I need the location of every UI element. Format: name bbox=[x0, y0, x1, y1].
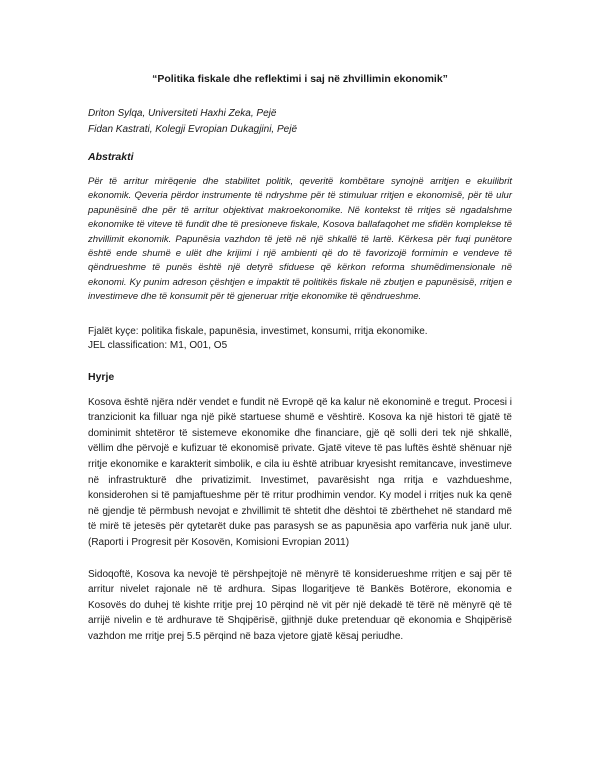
author-2: Fidan Kastrati, Kolegji Evropian Dukagjini, Pejë bbox=[88, 124, 297, 135]
keywords-line: Fjalët kyçe: politika fiskale, papunësia, investimet, konsumi, rritja ekonomike. bbox=[88, 325, 428, 337]
paper-title: “Politika fiskale dhe reflektimi i saj në zhvillimin ekonomik” bbox=[152, 73, 448, 85]
abstract-text: Për të arritur mirëqenie dhe stabilitet politik, qeveritë kombëtare synojnë arritjen e ekuilibrit ekonomik. Qeveria përdor instrumente të ndryshme për të stimuluar rritjen e ekonomisë, për të ulur papunësinë dhe për të arritur objektivat makroekonomike. Në kontekst të rritjes së ngadalshme ekonomike të viteve të fundit dhe të presioneve fiskale, Kosova ballafaqohet me sfidën komplekse të zhvillimit ekonomik. Papunësia vazhdon të jetë në një shkallë të lartë. Kërkesa për fuqi punëtore është ende shumë e ulët dhe krijimi i një ambienti që do të favorizojë formimin e vendeve të qëndrueshme të punës është një detyrë sfiduese që kërkon reforma shumëdimensionale në ekonomi. Ky punim adreson çështjen e impaktit të politikës fiskale në zbutjen e papunësisë, rritjen e investimeve dhe të konsumit për të gjeneruar rritje ekonomike të qëndrueshme. bbox=[88, 176, 512, 303]
intro-heading: Hyrje bbox=[88, 370, 115, 383]
paper-page bbox=[88, 72, 512, 661]
keywords-block bbox=[88, 325, 512, 353]
author-1: Driton Sylqa, Universiteti Haxhi Zeka, Pejë bbox=[88, 108, 277, 119]
author-list bbox=[88, 106, 512, 138]
intro-paragraph-1: Kosova është njëra ndër vendet e fundit në Evropë që ka kalur në ekonominë e tregut. Procesi i tranzicionit ka filluar nga një pikë startuese shumë e vështirë. Kosova ka një histori të gjatë të dominimit shtetëror të sistemeve ekonomike dhe financiare, gjë që solli deri tek një shkallë, vëllim dhe përvojë e kufizuar të ekonomisë private. Gjatë viteve të pas luftës është shënuar një rritje ekonomike e karakterit simbolik, e cila iu është atribuar kryesisht remitancave, investimeve në infrastrukturë dhe privatizimit. Investimet, pavarësisht nga rritja e vazhdueshme, konsiderohen si të pamjaftueshme për të rritur prodhimin vendor. Ky model i rritjes nuk ka qenë në gjendje të përmbush nevojat e zhvillimit të shtetit dhe dështoi të zbërthehet në standard më të mirë të jetesës për qytetarët duke pas parasysh se as papunësia apo varfëria nuk janë ulur. (Raporti i Progresit për Kosovën, Komisioni Evropian 2011) bbox=[88, 396, 512, 548]
abstract-heading: Abstrakti bbox=[88, 151, 134, 163]
jel-classification: JEL classification: M1, O01, O5 bbox=[88, 339, 228, 351]
intro-paragraph-2: Sidoqoftë, Kosova ka nevojë të përshpejtojë në mënyrë të konsiderueshme rritjen e saj për të arritur nivelet rajonale në të ardhura. Sipas llogaritjeve të Bankës Botërore, ekonomia e Kosovës do duhej të kishte rritje prej 10 përqind në vit për një dekadë të tërë në mënyrë që të arrijë nivelin e të ardhurave të Shqipërisë, gjithnjë duke pretenduar që ekonomia e Shqipërisë vazhdon me rritje prej 5.5 përqind në baza vjetore gjatë kësaj periudhe. bbox=[88, 568, 512, 642]
